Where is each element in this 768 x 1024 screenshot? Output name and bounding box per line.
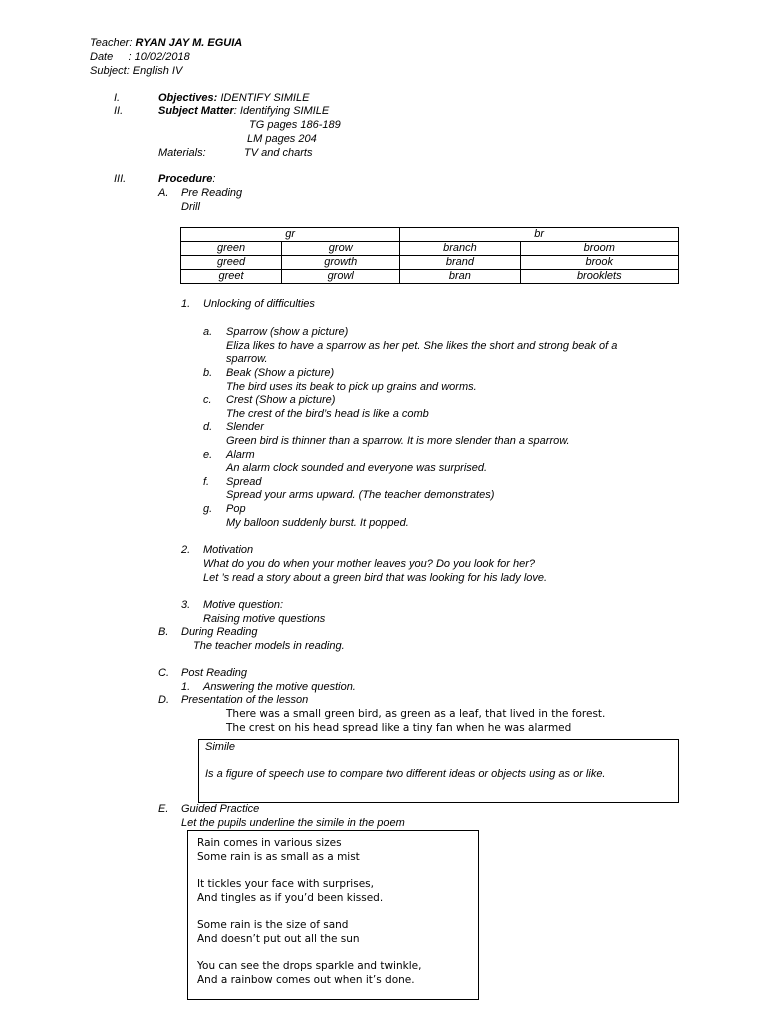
poem-line: And a rainbow comes out when it’s done. (197, 974, 415, 986)
tg-pages: TG pages 186-189 (249, 119, 341, 131)
vocab-sentence: Spread your arms upward. (The teacher demonstrates) (226, 489, 495, 501)
guided-practice-letter: E. (158, 803, 169, 815)
table-header-br: br (400, 228, 679, 242)
table-cell: greed (181, 256, 282, 270)
vocab-sentence: The crest of the bird’s head is like a comb (226, 408, 429, 420)
date-line: Date : 10/02/2018 (90, 51, 190, 63)
motivation-number: 2. (181, 544, 191, 556)
drill-table (180, 227, 679, 284)
procedure-label: Procedure (158, 173, 213, 185)
table-cell: brooklets (520, 270, 678, 284)
table-cell: branch (400, 242, 520, 256)
unlocking-number: 1. (181, 298, 191, 310)
section-3-number: III. (114, 173, 127, 185)
during-reading-letter: B. (158, 626, 169, 638)
section-1-number: I. (114, 92, 121, 104)
vocab-letter-a: a. (203, 326, 213, 338)
guided-practice-title: Guided Practice (181, 803, 260, 815)
guided-practice-line: Let the pupils underline the simile in the poem (181, 817, 405, 829)
teacher-label: Teacher: (90, 37, 136, 49)
lm-pages: LM pages 204 (247, 133, 317, 145)
table-cell: broom (520, 242, 678, 256)
vocab-term-spread: Spread (226, 476, 262, 488)
vocab-letter-c: c. (203, 394, 212, 406)
motivation-line: Let ’s read a story about a green bird that was looking for his lady love. (203, 572, 548, 584)
poem-line: You can see the drops sparkle and twinkle, (197, 960, 422, 972)
post-reading-number: 1. (181, 681, 191, 693)
vocab-sentence: The bird uses its beak to pick up grains and worms. (226, 381, 477, 393)
poem-line: It tickles your face with surprises, (197, 878, 374, 890)
presentation-line: The crest on his head spread like a tiny fan when he was alarmed (226, 722, 572, 734)
motive-question-line: Raising motive questions (203, 613, 326, 625)
subject-matter-line (158, 105, 329, 118)
vocab-term-slender: Slender (226, 421, 264, 433)
materials-value: TV and charts (244, 147, 313, 159)
vocab-letter-b: b. (203, 367, 213, 379)
vocab-sentence: Green bird is thinner than a sparrow. It is more slender than a sparrow. (226, 435, 570, 447)
poem-line: And doesn’t put out all the sun (197, 933, 360, 945)
poem-line: Some rain is as small as a mist (197, 851, 360, 863)
poem-line: Some rain is the size of sand (197, 919, 349, 931)
table-row (181, 270, 679, 284)
procedure-heading (158, 173, 215, 186)
vocab-letter-e: e. (203, 449, 213, 461)
section-2-number: II. (114, 105, 124, 117)
motive-question-number: 3. (181, 599, 191, 611)
table-row (181, 242, 679, 256)
motivation-title: Motivation (203, 544, 254, 556)
presentation-letter: D. (158, 694, 169, 706)
table-cell: green (181, 242, 282, 256)
subject-line: Subject: English IV (90, 65, 183, 77)
vocab-sentence: An alarm clock sounded and everyone was surprised. (226, 462, 488, 474)
post-reading-title: Post Reading (181, 667, 248, 679)
teacher-line (90, 37, 242, 50)
table-cell: greet (181, 270, 282, 284)
vocab-sentence: Eliza likes to have a sparrow as her pet. She likes the short and strong beak of a (226, 340, 618, 352)
simile-definition: Is a figure of speech use to compare two different ideas or objects using as or like. (205, 768, 606, 780)
poem-line: Rain comes in various sizes (197, 837, 342, 849)
presentation-title: Presentation of the lesson (181, 694, 309, 706)
pre-reading-title: Pre Reading (181, 187, 243, 199)
table-cell: growl (282, 270, 400, 284)
poem-box (187, 830, 479, 1000)
motive-question-title: Motive question: (203, 599, 284, 611)
presentation-line: There was a small green bird, as green as a leaf, that lived in the forest. (226, 708, 606, 720)
during-reading-title: During Reading (181, 626, 258, 638)
materials-label: Materials: (158, 147, 206, 159)
table-cell: bran (400, 270, 520, 284)
subject-matter-value: : Identifying SIMILE (233, 105, 330, 117)
objectives-value: IDENTIFY SIMILE (217, 92, 310, 104)
procedure-colon: : (212, 173, 216, 185)
table-cell: growth (282, 256, 400, 270)
simile-title: Simile (205, 741, 235, 753)
subject-matter-label: Subject Matter (158, 105, 234, 117)
poem-line: And tingles as if you’d been kissed. (197, 892, 384, 904)
table-row (181, 228, 679, 242)
during-reading-line: The teacher models in reading. (193, 640, 345, 652)
unlocking-title: Unlocking of difficulties (203, 298, 315, 310)
motivation-line: What do you do when your mother leaves you? Do you look for her? (203, 558, 536, 570)
vocab-term-alarm: Alarm (226, 449, 255, 461)
simile-definition-box (198, 739, 679, 803)
post-reading-letter: C. (158, 667, 169, 679)
drill-label: Drill (181, 201, 200, 213)
vocab-letter-g: g. (203, 503, 213, 515)
teacher-name: RYAN JAY M. EGUIA (135, 37, 243, 49)
vocab-sentence: My balloon suddenly burst. It popped. (226, 517, 409, 529)
vocab-term-sparrow: Sparrow (show a picture) (226, 326, 349, 338)
vocab-letter-f: f. (203, 476, 210, 488)
vocab-term-crest: Crest (Show a picture) (226, 394, 336, 406)
table-cell: grow (282, 242, 400, 256)
table-header-gr: gr (181, 228, 400, 242)
pre-reading-letter: A. (158, 187, 169, 199)
table-cell: brand (400, 256, 520, 270)
objectives-line (158, 92, 309, 105)
vocab-term-pop: Pop (226, 503, 246, 515)
table-row (181, 256, 679, 270)
post-reading-item: Answering the motive question. (203, 681, 356, 693)
objectives-label: Objectives: (158, 92, 218, 104)
table-cell: brook (520, 256, 678, 270)
vocab-letter-d: d. (203, 421, 213, 433)
vocab-sentence: sparrow. (226, 353, 268, 365)
vocab-term-beak: Beak (Show a picture) (226, 367, 335, 379)
